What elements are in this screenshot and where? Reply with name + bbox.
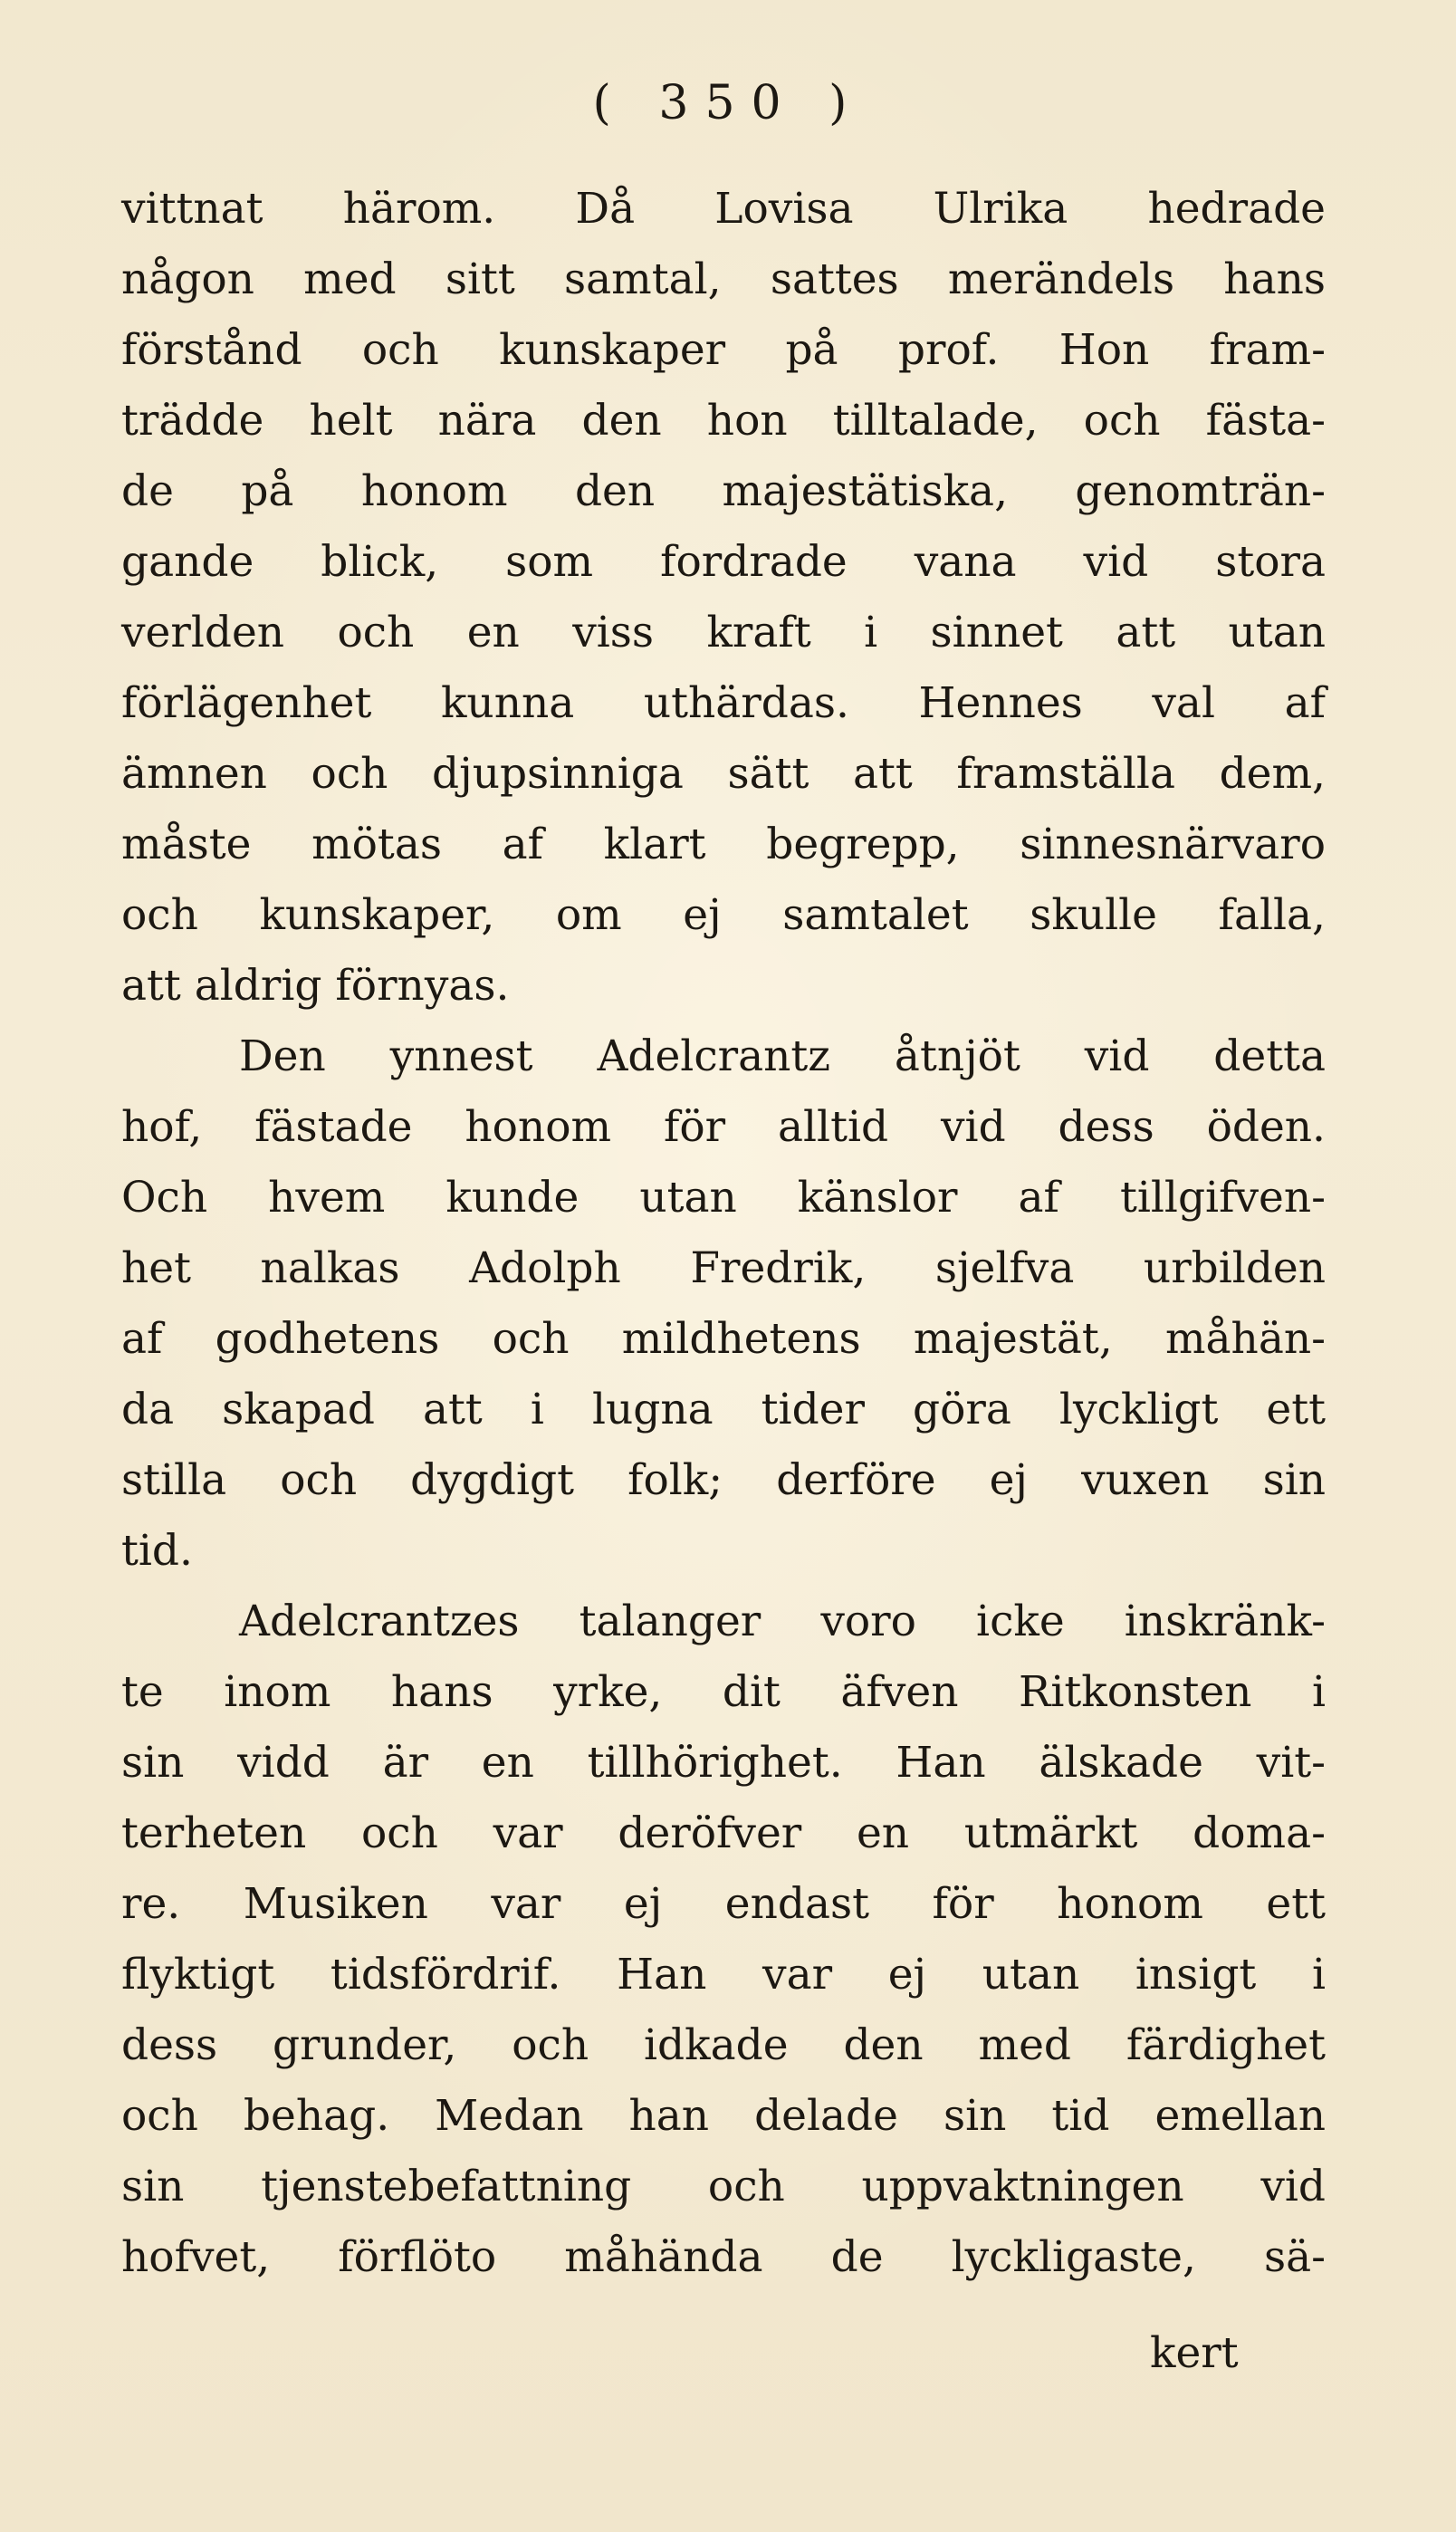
text-line: tid. — [121, 1526, 193, 1576]
text-line: dess grunder, och idkade den med färdighet — [121, 2020, 1326, 2070]
text-line: af godhetens och mildhetens majestät, måhän- — [121, 1314, 1326, 1364]
text-line: re. Musiken var ej endast för honom ett — [121, 1879, 1326, 1929]
text-line: Den ynnest Adelcrantz åtnjöt vid detta — [239, 1031, 1326, 1081]
text-line: måste mötas af klart begrepp, sinnesnärvaro — [121, 820, 1326, 869]
catchword: kert — [1150, 2328, 1239, 2378]
text-line: te inom hans yrke, dit äfven Ritkonsten i — [121, 1667, 1326, 1717]
text-line: ämnen och djupsinniga sätt att framställa dem, — [121, 749, 1326, 799]
text-line: terheten och var deröfver en utmärkt doma- — [121, 1808, 1326, 1858]
text-line: verlden och en viss kraft i sinnet att utan — [121, 608, 1326, 657]
page-number-header: ( 350 ) — [592, 76, 864, 130]
text-line: het nalkas Adolph Fredrik, sjelfva urbilden — [121, 1243, 1326, 1293]
text-line: hofvet, förflöto måhända de lyckligaste, sä- — [121, 2232, 1326, 2282]
text-line: vittnat härom. Då Lovisa Ulrika hedrade — [121, 184, 1326, 234]
text-line: förlägenhet kunna uthärdas. Hennes val af — [121, 678, 1326, 728]
text-line: Och hvem kunde utan känslor af tillgifven- — [121, 1173, 1326, 1223]
text-line: och behag. Medan han delade sin tid emellan — [121, 2091, 1326, 2141]
text-line: trädde helt nära den hon tilltalade, och fästa- — [121, 396, 1326, 446]
text-line: gande blick, som fordrade vana vid stora — [121, 537, 1326, 587]
text-line: någon med sitt samtal, sattes merändels hans — [121, 254, 1326, 304]
text-line: och kunskaper, om ej samtalet skulle falla, — [121, 890, 1326, 940]
text-line: sin vidd är en tillhörighet. Han älskade vit- — [121, 1738, 1326, 1788]
text-line: stilla och dygdigt folk; derföre ej vuxen sin — [121, 1455, 1326, 1505]
text-line: sin tjenstebefattning och uppvaktningen vid — [121, 2162, 1326, 2211]
page-body-text — [121, 174, 1326, 2293]
text-line: förstånd och kunskaper på prof. Hon fram- — [121, 325, 1326, 375]
text-line: hof, fästade honom för alltid vid dess öden. — [121, 1102, 1326, 1152]
text-line: att aldrig förnyas. — [121, 961, 510, 1011]
text-line: da skapad att i lugna tider göra lyckligt ett — [121, 1385, 1326, 1434]
text-line: de på honom den majestätiska, genomträn- — [121, 466, 1326, 516]
text-line: Adelcrantzes talanger voro icke inskränk- — [239, 1597, 1326, 1646]
text-line: flyktigt tidsfördrif. Han var ej utan insigt i — [121, 1950, 1326, 2000]
